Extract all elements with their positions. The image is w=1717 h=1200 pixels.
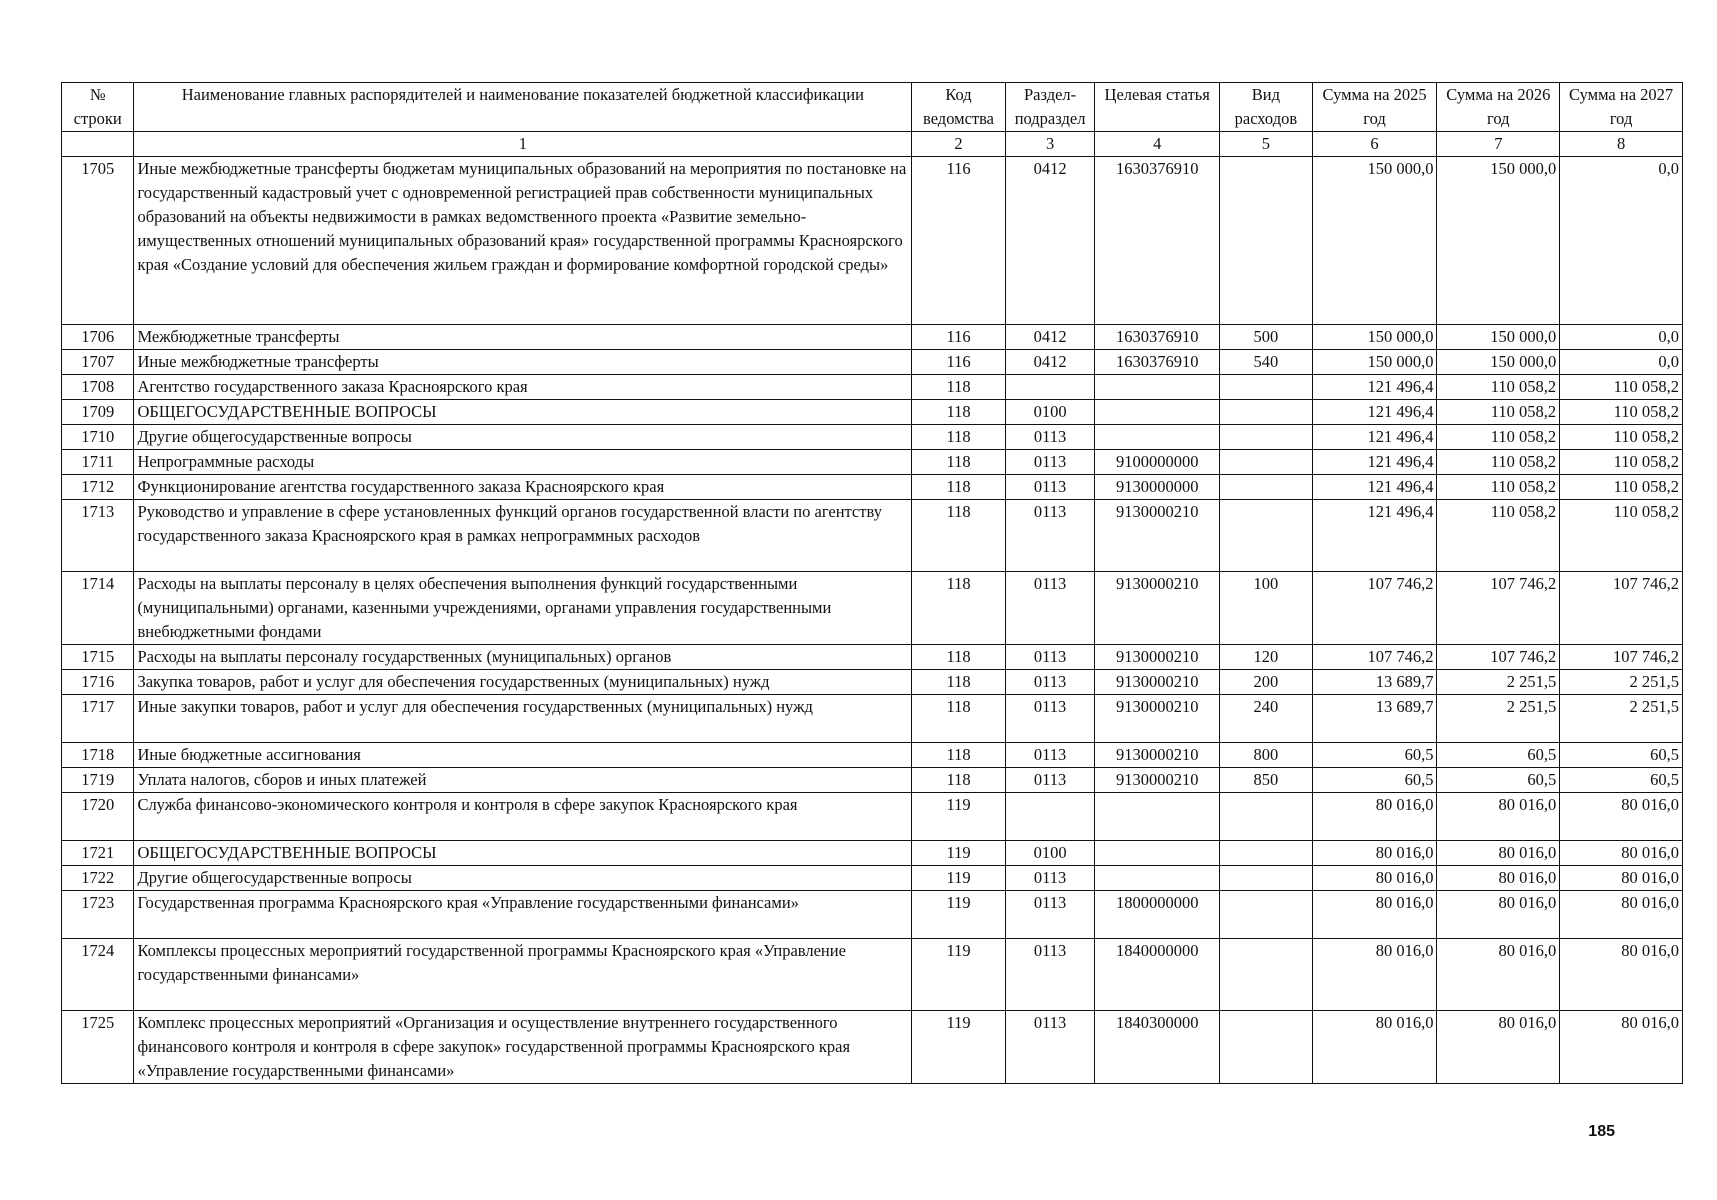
target-article [1095, 841, 1220, 866]
sum-2026: 110 058,2 [1437, 425, 1560, 450]
sum-2025: 121 496,4 [1312, 450, 1437, 475]
header-expense-type: Вид расходов [1220, 83, 1313, 132]
department-code: 119 [912, 841, 1006, 866]
table-row [62, 891, 1683, 939]
section-code: 0113 [1005, 695, 1095, 743]
sum-2026: 80 016,0 [1437, 841, 1560, 866]
sum-2026: 60,5 [1437, 743, 1560, 768]
sum-2027: 60,5 [1560, 768, 1683, 793]
sum-2026: 2 251,5 [1437, 695, 1560, 743]
column-index: 1 [134, 132, 912, 157]
section-code: 0113 [1005, 939, 1095, 1011]
section-code: 0100 [1005, 400, 1095, 425]
header-sum-2026: Сумма на 2026 год [1437, 83, 1560, 132]
table-row [62, 939, 1683, 1011]
row-number: 1720 [62, 793, 134, 841]
row-name: Другие общегосударственные вопросы [134, 425, 912, 450]
sum-2027: 80 016,0 [1560, 939, 1683, 1011]
table-row [62, 841, 1683, 866]
sum-2025: 107 746,2 [1312, 645, 1437, 670]
department-code: 116 [912, 157, 1006, 325]
section-code: 0113 [1005, 425, 1095, 450]
target-article: 1840300000 [1095, 1011, 1220, 1084]
expense-type [1220, 475, 1313, 500]
department-code: 119 [912, 793, 1006, 841]
section-code: 0113 [1005, 475, 1095, 500]
table-row [62, 450, 1683, 475]
table-row [62, 475, 1683, 500]
row-name: Закупка товаров, работ и услуг для обеспечения государственных (муниципальных) нужд [134, 670, 912, 695]
row-name: Непрограммные расходы [134, 450, 912, 475]
table-row [62, 1011, 1683, 1084]
expense-type [1220, 500, 1313, 572]
row-number: 1713 [62, 500, 134, 572]
sum-2026: 107 746,2 [1437, 572, 1560, 645]
sum-2027: 107 746,2 [1560, 572, 1683, 645]
sum-2025: 80 016,0 [1312, 1011, 1437, 1084]
column-index: 6 [1312, 132, 1437, 157]
department-code: 116 [912, 350, 1006, 375]
target-article: 9130000210 [1095, 695, 1220, 743]
row-number: 1711 [62, 450, 134, 475]
sum-2025: 121 496,4 [1312, 425, 1437, 450]
row-name: Руководство и управление в сфере установленных функций органов государственной власти по агентству государственного заказа Красноярского края в рамках непрограммных расходов [134, 500, 912, 572]
section-code: 0113 [1005, 768, 1095, 793]
department-code: 118 [912, 400, 1006, 425]
row-name: Иные закупки товаров, работ и услуг для обеспечения государственных (муниципальных) нужд [134, 695, 912, 743]
sum-2025: 121 496,4 [1312, 375, 1437, 400]
department-code: 118 [912, 425, 1006, 450]
sum-2026: 150 000,0 [1437, 350, 1560, 375]
sum-2025: 150 000,0 [1312, 350, 1437, 375]
row-name: Расходы на выплаты персоналу государственных (муниципальных) органов [134, 645, 912, 670]
row-name: Комплекс процессных мероприятий «Организация и осуществление внутреннего государственного финансового контроля и контроля в сфере закупок» государственной программы Красноярского края «Управление государственными финансами» [134, 1011, 912, 1084]
header-department-code: Код ведомства [912, 83, 1006, 132]
target-article: 1800000000 [1095, 891, 1220, 939]
sum-2027: 110 058,2 [1560, 475, 1683, 500]
target-article: 9130000210 [1095, 572, 1220, 645]
row-name: Агентство государственного заказа Красноярского края [134, 375, 912, 400]
row-name: Уплата налогов, сборов и иных платежей [134, 768, 912, 793]
sum-2027: 2 251,5 [1560, 695, 1683, 743]
expense-type [1220, 400, 1313, 425]
sum-2026: 80 016,0 [1437, 891, 1560, 939]
expense-type: 100 [1220, 572, 1313, 645]
budget-table [61, 82, 1683, 1084]
row-number: 1719 [62, 768, 134, 793]
header-sum-2025: Сумма на 2025 год [1312, 83, 1437, 132]
department-code: 118 [912, 375, 1006, 400]
sum-2026: 80 016,0 [1437, 939, 1560, 1011]
sum-2025: 80 016,0 [1312, 866, 1437, 891]
target-article: 9130000000 [1095, 475, 1220, 500]
sum-2026: 150 000,0 [1437, 157, 1560, 325]
sum-2026: 110 058,2 [1437, 400, 1560, 425]
target-article: 1630376910 [1095, 325, 1220, 350]
row-name: Государственная программа Красноярского края «Управление государственными финансами» [134, 891, 912, 939]
section-code: 0113 [1005, 743, 1095, 768]
target-article [1095, 866, 1220, 891]
sum-2027: 110 058,2 [1560, 400, 1683, 425]
header-section: Раздел-подраздел [1005, 83, 1095, 132]
sum-2025: 121 496,4 [1312, 400, 1437, 425]
target-article: 9130000210 [1095, 500, 1220, 572]
sum-2026: 80 016,0 [1437, 793, 1560, 841]
sum-2026: 110 058,2 [1437, 475, 1560, 500]
sum-2026: 110 058,2 [1437, 450, 1560, 475]
row-number: 1716 [62, 670, 134, 695]
column-index-row [62, 132, 1683, 157]
sum-2027: 60,5 [1560, 743, 1683, 768]
section-code: 0113 [1005, 500, 1095, 572]
sum-2027: 80 016,0 [1560, 841, 1683, 866]
row-number: 1721 [62, 841, 134, 866]
department-code: 118 [912, 572, 1006, 645]
row-name: Служба финансово-экономического контроля и контроля в сфере закупок Красноярского края [134, 793, 912, 841]
table-row [62, 400, 1683, 425]
sum-2027: 110 058,2 [1560, 425, 1683, 450]
row-name: Межбюджетные трансферты [134, 325, 912, 350]
expense-type [1220, 1011, 1313, 1084]
sum-2027: 110 058,2 [1560, 500, 1683, 572]
expense-type: 240 [1220, 695, 1313, 743]
row-number: 1706 [62, 325, 134, 350]
expense-type: 200 [1220, 670, 1313, 695]
table-row [62, 425, 1683, 450]
row-number: 1705 [62, 157, 134, 325]
sum-2025: 80 016,0 [1312, 841, 1437, 866]
department-code: 118 [912, 450, 1006, 475]
department-code: 118 [912, 645, 1006, 670]
sum-2027: 110 058,2 [1560, 450, 1683, 475]
expense-type [1220, 939, 1313, 1011]
table-row [62, 645, 1683, 670]
table-row [62, 500, 1683, 572]
sum-2026: 2 251,5 [1437, 670, 1560, 695]
table-row [62, 157, 1683, 325]
sum-2025: 80 016,0 [1312, 891, 1437, 939]
sum-2027: 107 746,2 [1560, 645, 1683, 670]
row-number: 1712 [62, 475, 134, 500]
row-name: Функционирование агентства государственного заказа Красноярского края [134, 475, 912, 500]
row-name: ОБЩЕГОСУДАРСТВЕННЫЕ ВОПРОСЫ [134, 400, 912, 425]
row-name: Иные межбюджетные трансферты [134, 350, 912, 375]
sum-2025: 150 000,0 [1312, 157, 1437, 325]
column-index: 5 [1220, 132, 1313, 157]
column-index: 4 [1095, 132, 1220, 157]
sum-2025: 121 496,4 [1312, 475, 1437, 500]
department-code: 118 [912, 695, 1006, 743]
row-number: 1717 [62, 695, 134, 743]
department-code: 118 [912, 475, 1006, 500]
sum-2027: 80 016,0 [1560, 866, 1683, 891]
header-target-article: Целевая статья [1095, 83, 1220, 132]
target-article [1095, 425, 1220, 450]
target-article: 1630376910 [1095, 157, 1220, 325]
sum-2025: 60,5 [1312, 743, 1437, 768]
column-index: 3 [1005, 132, 1095, 157]
expense-type [1220, 450, 1313, 475]
sum-2027: 80 016,0 [1560, 1011, 1683, 1084]
sum-2026: 107 746,2 [1437, 645, 1560, 670]
sum-2027: 0,0 [1560, 157, 1683, 325]
expense-type [1220, 841, 1313, 866]
row-name: Иные бюджетные ассигнования [134, 743, 912, 768]
sum-2026: 110 058,2 [1437, 500, 1560, 572]
sum-2027: 0,0 [1560, 325, 1683, 350]
section-code: 0113 [1005, 1011, 1095, 1084]
target-article [1095, 375, 1220, 400]
target-article: 1840000000 [1095, 939, 1220, 1011]
target-article: 9100000000 [1095, 450, 1220, 475]
row-name: ОБЩЕГОСУДАРСТВЕННЫЕ ВОПРОСЫ [134, 841, 912, 866]
table-row [62, 768, 1683, 793]
row-number: 1715 [62, 645, 134, 670]
row-number: 1708 [62, 375, 134, 400]
sum-2025: 121 496,4 [1312, 500, 1437, 572]
target-article: 9130000210 [1095, 768, 1220, 793]
sum-2025: 107 746,2 [1312, 572, 1437, 645]
section-code: 0113 [1005, 572, 1095, 645]
department-code: 118 [912, 670, 1006, 695]
table-row [62, 670, 1683, 695]
column-index [62, 132, 134, 157]
expense-type [1220, 891, 1313, 939]
target-article: 9130000210 [1095, 743, 1220, 768]
table-row [62, 572, 1683, 645]
sum-2027: 110 058,2 [1560, 375, 1683, 400]
table-row [62, 793, 1683, 841]
row-number: 1710 [62, 425, 134, 450]
sum-2025: 13 689,7 [1312, 670, 1437, 695]
department-code: 119 [912, 891, 1006, 939]
sum-2026: 110 058,2 [1437, 375, 1560, 400]
target-article [1095, 793, 1220, 841]
expense-type [1220, 425, 1313, 450]
row-number: 1723 [62, 891, 134, 939]
section-code: 0412 [1005, 325, 1095, 350]
table-row [62, 743, 1683, 768]
row-name: Другие общегосударственные вопросы [134, 866, 912, 891]
expense-type [1220, 793, 1313, 841]
expense-type: 500 [1220, 325, 1313, 350]
row-number: 1722 [62, 866, 134, 891]
page-number: 185 [1588, 1123, 1615, 1140]
row-number: 1725 [62, 1011, 134, 1084]
sum-2025: 13 689,7 [1312, 695, 1437, 743]
department-code: 118 [912, 743, 1006, 768]
section-code [1005, 793, 1095, 841]
target-article: 9130000210 [1095, 645, 1220, 670]
row-name: Комплексы процессных мероприятий государственной программы Красноярского края «Управление государственными финансами» [134, 939, 912, 1011]
header-name: Наименование главных распорядителей и наименование показателей бюджетной классификации [134, 83, 912, 132]
sum-2025: 60,5 [1312, 768, 1437, 793]
sum-2025: 150 000,0 [1312, 325, 1437, 350]
section-code: 0412 [1005, 350, 1095, 375]
row-number: 1718 [62, 743, 134, 768]
row-number: 1724 [62, 939, 134, 1011]
expense-type [1220, 866, 1313, 891]
expense-type [1220, 375, 1313, 400]
sum-2027: 2 251,5 [1560, 670, 1683, 695]
section-code [1005, 375, 1095, 400]
table-body [62, 157, 1683, 1084]
column-index: 8 [1560, 132, 1683, 157]
target-article: 9130000210 [1095, 670, 1220, 695]
sum-2026: 150 000,0 [1437, 325, 1560, 350]
section-code: 0100 [1005, 841, 1095, 866]
section-code: 0113 [1005, 866, 1095, 891]
department-code: 116 [912, 325, 1006, 350]
row-name: Иные межбюджетные трансферты бюджетам муниципальных образований на мероприятия по постановке на государственный кадастровый учет с одновременной регистрацией прав собственности муниципальных образований на объекты недвижимости в рамках ведомственного проекта «Развитие земельно-имущественных отношений муниципальных образований края» государственной программы Красноярского края «Создание условий для обеспечения жильем граждан и формирование комфортной городской среды» [134, 157, 912, 325]
sum-2026: 60,5 [1437, 768, 1560, 793]
sum-2026: 80 016,0 [1437, 866, 1560, 891]
table-row [62, 375, 1683, 400]
header-row-number: № строки [62, 83, 134, 132]
sum-2025: 80 016,0 [1312, 793, 1437, 841]
section-code: 0113 [1005, 645, 1095, 670]
sum-2026: 80 016,0 [1437, 1011, 1560, 1084]
section-code: 0113 [1005, 891, 1095, 939]
row-number: 1714 [62, 572, 134, 645]
table-row [62, 325, 1683, 350]
table-row [62, 695, 1683, 743]
department-code: 118 [912, 768, 1006, 793]
row-name: Расходы на выплаты персоналу в целях обеспечения выполнения функций государственными (муниципальными) органами, казенными учреждениями, органами управления государственными внебюджетными фондами [134, 572, 912, 645]
expense-type: 120 [1220, 645, 1313, 670]
expense-type: 540 [1220, 350, 1313, 375]
expense-type: 800 [1220, 743, 1313, 768]
sum-2025: 80 016,0 [1312, 939, 1437, 1011]
department-code: 119 [912, 939, 1006, 1011]
department-code: 119 [912, 866, 1006, 891]
row-number: 1707 [62, 350, 134, 375]
department-code: 119 [912, 1011, 1006, 1084]
table-row [62, 866, 1683, 891]
sum-2027: 0,0 [1560, 350, 1683, 375]
section-code: 0113 [1005, 450, 1095, 475]
header-sum-2027: Сумма на 2027 год [1560, 83, 1683, 132]
department-code: 118 [912, 500, 1006, 572]
section-code: 0412 [1005, 157, 1095, 325]
column-index: 7 [1437, 132, 1560, 157]
row-number: 1709 [62, 400, 134, 425]
expense-type: 850 [1220, 768, 1313, 793]
sum-2027: 80 016,0 [1560, 793, 1683, 841]
section-code: 0113 [1005, 670, 1095, 695]
table-row [62, 350, 1683, 375]
target-article [1095, 400, 1220, 425]
table-header-row [62, 83, 1683, 132]
column-index: 2 [912, 132, 1006, 157]
sum-2027: 80 016,0 [1560, 891, 1683, 939]
expense-type [1220, 157, 1313, 325]
target-article: 1630376910 [1095, 350, 1220, 375]
